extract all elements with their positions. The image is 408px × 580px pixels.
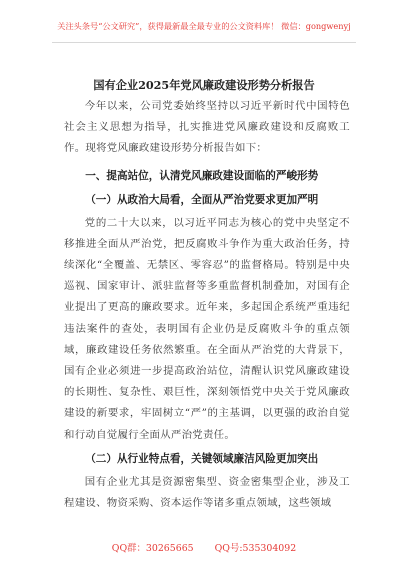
document-title: 国有企业2025年党风廉政建设形势分析报告	[93, 78, 315, 92]
subsection-1-paragraph: 党的二十大以来，以习近平同志为核心的党中央坚定不移推进全面从严治党，把反腐败斗争作为重大政治任务，持续深化“全覆盖、无禁区、零容忍”的监督格局。特别是中央巡视、国家审计、派驻监督等多重监督机制叠加，对国有企业提出了更高的廉政要求。近年来，多起国企系统严重违纪违法案件的查处，表明国有企业仍是反腐败斗争的重点领域，廉政建设任务依然繁重。在全面从严治党的大背景下，国有企业必须进一步提高政治站位，清醒认识党风廉政建设的长期性、复杂性、艰巨性，深刻领悟党中央关于党风廉政建设的新要求，牢固树立“严”的主基调，以更强的政治自觉和行动自觉履行全面从严治党责任。	[64, 216, 350, 441]
promo-banner: 关注头条号“公文研究”，获得最新最全最专业的公文资料库！ 微信：gongwenyj	[57, 21, 351, 31]
intro-paragraph: 今年以来，公司党委始终坚持以习近平新时代中国特色社会主义思想为指导，扎实推进党风廉政建设和反腐败工作。现将党风廉政建设形势分析报告如下：	[64, 100, 350, 155]
qq-group-number: QQ群：30265665	[111, 543, 194, 554]
subsection-heading-2: （二）从行业特点看，关键领域廉洁风险更加突出	[85, 452, 319, 465]
header-divider	[52, 42, 356, 43]
subsection-heading-1: （一）从政治大局看，全面从严治党要求更加严明	[85, 193, 319, 206]
document-body	[64, 96, 350, 514]
subsection-2-paragraph: 国有企业尤其是资源密集型、资金密集型企业，涉及工程建设、物资采购、资本运作等诸多重点领域，这些领域	[64, 475, 350, 510]
section-heading-1: 一、提高站位，认清党风廉政建设面临的严峻形势	[85, 169, 319, 182]
qq-account-number: QQ号:535304092	[214, 543, 297, 554]
footer-contact	[0, 540, 408, 554]
